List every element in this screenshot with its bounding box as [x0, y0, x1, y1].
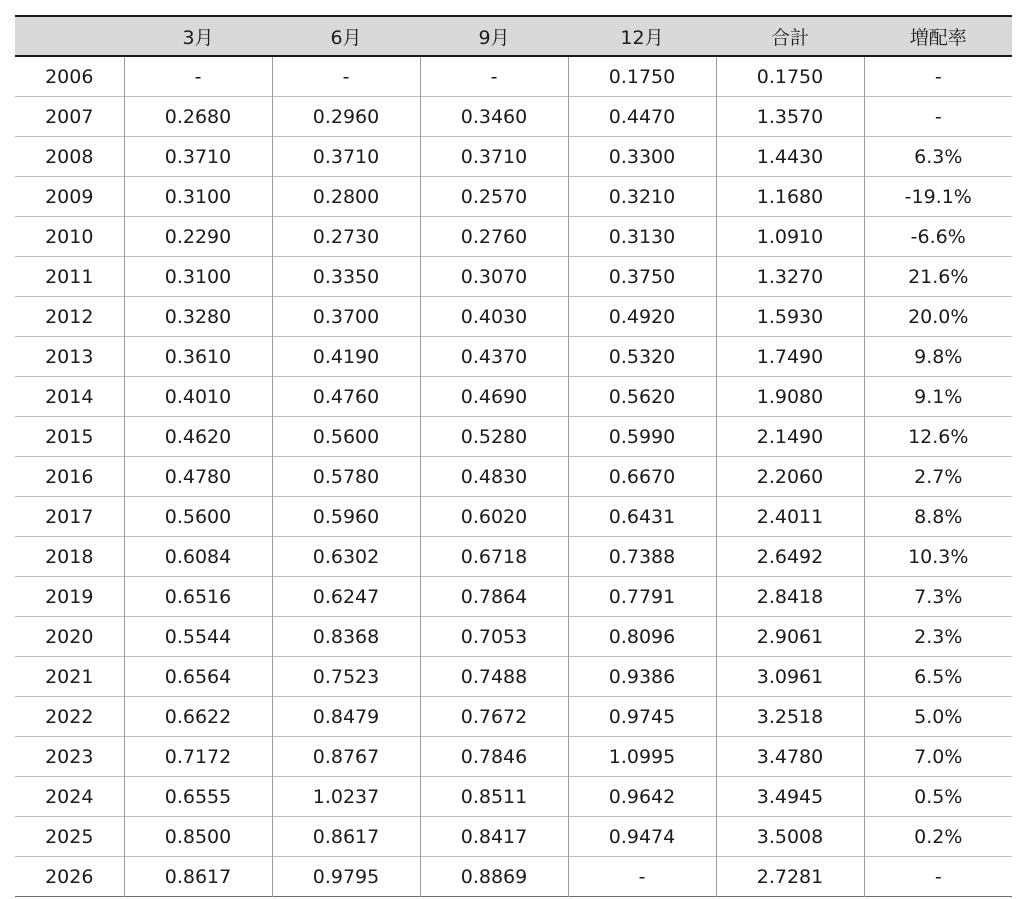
december-cell: 0.4470	[568, 97, 716, 137]
june-cell: 0.6247	[272, 577, 420, 617]
total-cell: 2.8418	[716, 577, 864, 617]
year-cell: 2021	[15, 657, 124, 697]
growth-rate-cell: -	[864, 56, 1012, 97]
june-cell: 0.8767	[272, 737, 420, 777]
header-march: 3月	[124, 16, 272, 56]
june-cell: 0.3710	[272, 137, 420, 177]
march-cell: 0.5600	[124, 497, 272, 537]
september-cell: 0.7053	[420, 617, 568, 657]
december-cell: 0.7791	[568, 577, 716, 617]
september-cell: -	[420, 56, 568, 97]
year-cell: 2014	[15, 377, 124, 417]
table-row	[15, 537, 1012, 577]
september-cell: 0.7488	[420, 657, 568, 697]
total-cell: 1.1680	[716, 177, 864, 217]
total-cell: 1.4430	[716, 137, 864, 177]
table-row	[15, 737, 1012, 777]
table-row	[15, 137, 1012, 177]
total-cell: 2.6492	[716, 537, 864, 577]
june-cell: 0.8479	[272, 697, 420, 737]
june-cell: 0.8617	[272, 817, 420, 857]
march-cell: 0.8617	[124, 857, 272, 897]
march-cell: 0.3100	[124, 257, 272, 297]
september-cell: 0.8511	[420, 777, 568, 817]
total-cell: 2.7281	[716, 857, 864, 897]
december-cell: 1.0995	[568, 737, 716, 777]
growth-rate-cell: 8.8%	[864, 497, 1012, 537]
march-cell: 0.6516	[124, 577, 272, 617]
total-cell: 1.7490	[716, 337, 864, 377]
september-cell: 0.3710	[420, 137, 568, 177]
total-cell: 1.9080	[716, 377, 864, 417]
december-cell: 0.9386	[568, 657, 716, 697]
june-cell: 0.9795	[272, 857, 420, 897]
table-row	[15, 657, 1012, 697]
september-cell: 0.7672	[420, 697, 568, 737]
march-cell: 0.2290	[124, 217, 272, 257]
table-row	[15, 777, 1012, 817]
total-cell: 2.2060	[716, 457, 864, 497]
march-cell: 0.4780	[124, 457, 272, 497]
growth-rate-cell: 2.3%	[864, 617, 1012, 657]
table-row	[15, 217, 1012, 257]
september-cell: 0.8417	[420, 817, 568, 857]
september-cell: 0.7864	[420, 577, 568, 617]
year-cell: 2023	[15, 737, 124, 777]
june-cell: 0.5600	[272, 417, 420, 457]
table-row	[15, 857, 1012, 897]
growth-rate-cell: 20.0%	[864, 297, 1012, 337]
december-cell: 0.8096	[568, 617, 716, 657]
table-row	[15, 457, 1012, 497]
growth-rate-cell: 9.1%	[864, 377, 1012, 417]
march-cell: 0.4620	[124, 417, 272, 457]
march-cell: 0.3610	[124, 337, 272, 377]
june-cell: 0.5780	[272, 457, 420, 497]
total-cell: 2.1490	[716, 417, 864, 457]
total-cell: 3.5008	[716, 817, 864, 857]
growth-rate-cell: 0.2%	[864, 817, 1012, 857]
june-cell: 0.8368	[272, 617, 420, 657]
growth-rate-cell: -	[864, 857, 1012, 897]
table-row	[15, 297, 1012, 337]
header-growth-rate: 増配率	[864, 16, 1012, 56]
total-cell: 1.5930	[716, 297, 864, 337]
growth-rate-cell: 0.5%	[864, 777, 1012, 817]
growth-rate-cell: -19.1%	[864, 177, 1012, 217]
year-cell: 2020	[15, 617, 124, 657]
growth-rate-cell: 21.6%	[864, 257, 1012, 297]
december-cell: 0.3300	[568, 137, 716, 177]
header-september: 9月	[420, 16, 568, 56]
december-cell: 0.3130	[568, 217, 716, 257]
march-cell: 0.3280	[124, 297, 272, 337]
september-cell: 0.4370	[420, 337, 568, 377]
year-cell: 2010	[15, 217, 124, 257]
june-cell: 0.2730	[272, 217, 420, 257]
june-cell: 0.3350	[272, 257, 420, 297]
header-december: 12月	[568, 16, 716, 56]
table-row	[15, 177, 1012, 217]
year-cell: 2025	[15, 817, 124, 857]
year-cell: 2013	[15, 337, 124, 377]
growth-rate-cell: -6.6%	[864, 217, 1012, 257]
december-cell: 0.9474	[568, 817, 716, 857]
march-cell: 0.6622	[124, 697, 272, 737]
growth-rate-cell: 7.0%	[864, 737, 1012, 777]
september-cell: 0.8869	[420, 857, 568, 897]
june-cell: 0.3700	[272, 297, 420, 337]
june-cell: 0.6302	[272, 537, 420, 577]
year-cell: 2006	[45, 65, 94, 88]
total-cell: 3.4780	[716, 737, 864, 777]
june-cell: -	[272, 56, 420, 97]
march-cell: 0.3100	[124, 177, 272, 217]
total-cell: 2.4011	[716, 497, 864, 537]
september-cell: 0.4030	[420, 297, 568, 337]
growth-rate-cell: 10.3%	[864, 537, 1012, 577]
table-row	[15, 257, 1012, 297]
march-cell: 0.3710	[124, 137, 272, 177]
header-row	[15, 16, 1012, 56]
year-cell: 2019	[15, 577, 124, 617]
table-row	[15, 337, 1012, 377]
growth-rate-cell: 9.8%	[864, 337, 1012, 377]
june-cell: 1.0237	[272, 777, 420, 817]
year-cell: 2016	[15, 457, 124, 497]
december-cell: 0.5320	[568, 337, 716, 377]
march-cell: 0.6564	[124, 657, 272, 697]
september-cell: 0.4690	[420, 377, 568, 417]
year-cell: 2008	[15, 137, 124, 177]
total-cell: 1.0910	[716, 217, 864, 257]
total-cell: 3.2518	[716, 697, 864, 737]
september-cell: 0.2760	[420, 217, 568, 257]
year-cell: 2012	[15, 297, 124, 337]
table-row	[15, 377, 1012, 417]
september-cell: 0.4830	[420, 457, 568, 497]
growth-rate-cell: -	[864, 97, 1012, 137]
december-cell: -	[568, 857, 716, 897]
september-cell: 0.6020	[420, 497, 568, 537]
total-cell: 1.3270	[716, 257, 864, 297]
december-cell: 0.9642	[568, 777, 716, 817]
table-row	[15, 697, 1012, 737]
table-body	[15, 56, 1012, 897]
june-cell: 0.5960	[272, 497, 420, 537]
table-row	[15, 817, 1012, 857]
header-year	[15, 16, 124, 56]
total-cell: 2.9061	[716, 617, 864, 657]
table-row	[15, 577, 1012, 617]
year-cell: 2026	[15, 857, 124, 897]
year-cell: 2018	[15, 537, 124, 577]
growth-rate-cell: 6.3%	[864, 137, 1012, 177]
growth-rate-cell: 5.0%	[864, 697, 1012, 737]
march-cell: 0.6084	[124, 537, 272, 577]
june-cell: 0.7523	[272, 657, 420, 697]
total-cell: 0.1750	[716, 56, 864, 97]
september-cell: 0.7846	[420, 737, 568, 777]
march-cell: 0.2680	[124, 97, 272, 137]
march-cell: 0.6555	[124, 777, 272, 817]
march-cell: 0.8500	[124, 817, 272, 857]
year-cell: 2015	[15, 417, 124, 457]
year-cell: 2022	[15, 697, 124, 737]
year-cell: 2009	[15, 177, 124, 217]
year-cell: 2024	[15, 777, 124, 817]
december-cell: 0.5620	[568, 377, 716, 417]
june-cell: 0.4760	[272, 377, 420, 417]
june-cell: 0.4190	[272, 337, 420, 377]
total-cell: 3.4945	[716, 777, 864, 817]
december-cell: 0.3210	[568, 177, 716, 217]
growth-rate-cell: 6.5%	[864, 657, 1012, 697]
table-header	[15, 16, 1012, 56]
march-cell: 0.4010	[124, 377, 272, 417]
december-cell: 0.7388	[568, 537, 716, 577]
table-row	[15, 497, 1012, 537]
september-cell: 0.6718	[420, 537, 568, 577]
june-cell: 0.2800	[272, 177, 420, 217]
table-row	[15, 617, 1012, 657]
september-cell: 0.2570	[420, 177, 568, 217]
growth-rate-cell: 7.3%	[864, 577, 1012, 617]
table-row	[15, 417, 1012, 457]
year-cell: 2007	[15, 97, 124, 137]
december-cell: 0.3750	[568, 257, 716, 297]
december-cell: 0.4920	[568, 297, 716, 337]
december-cell: 0.6670	[568, 457, 716, 497]
header-total: 合計	[716, 16, 864, 56]
september-cell: 0.3070	[420, 257, 568, 297]
total-cell: 1.3570	[716, 97, 864, 137]
march-cell: 0.7172	[124, 737, 272, 777]
table-row	[15, 56, 1012, 97]
dividend-table	[15, 15, 1012, 897]
december-cell: 0.5990	[568, 417, 716, 457]
september-cell: 0.3460	[420, 97, 568, 137]
year-cell: 2017	[15, 497, 124, 537]
total-cell: 3.0961	[716, 657, 864, 697]
december-cell: 0.9745	[568, 697, 716, 737]
march-cell: -	[124, 56, 272, 97]
header-june: 6月	[272, 16, 420, 56]
growth-rate-cell: 12.6%	[864, 417, 1012, 457]
december-cell: 0.6431	[568, 497, 716, 537]
table-row	[15, 97, 1012, 137]
march-cell: 0.5544	[124, 617, 272, 657]
growth-rate-cell: 2.7%	[864, 457, 1012, 497]
december-cell: 0.1750	[568, 56, 716, 97]
year-cell: 2011	[15, 257, 124, 297]
june-cell: 0.2960	[272, 97, 420, 137]
september-cell: 0.5280	[420, 417, 568, 457]
